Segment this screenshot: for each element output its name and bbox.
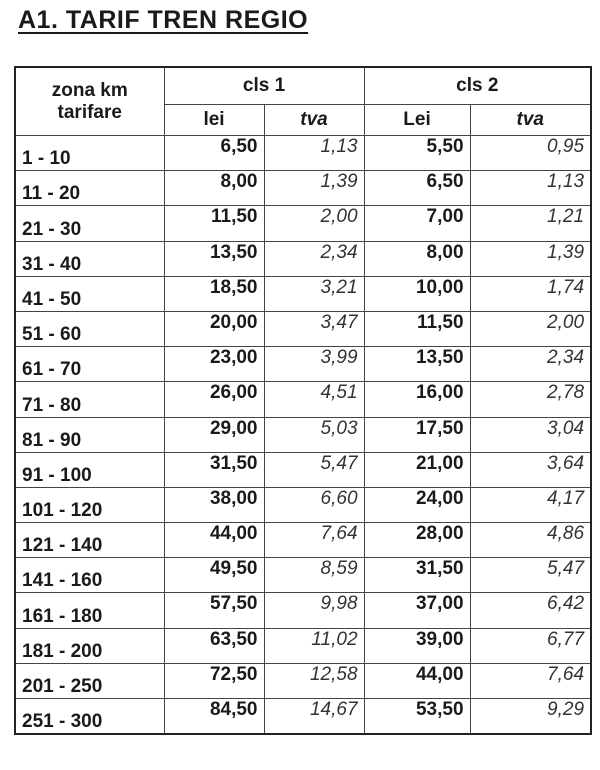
class1-tva-cell: 1,13 bbox=[264, 136, 364, 171]
class1-tva-cell: 3,21 bbox=[264, 276, 364, 311]
zone-cell: 121 - 140 bbox=[15, 523, 164, 558]
fare-table bbox=[14, 66, 592, 735]
class2-header: cls 2 bbox=[364, 67, 591, 105]
table-row bbox=[15, 452, 591, 487]
class2-tva-cell: 4,17 bbox=[470, 487, 591, 522]
zone-cell: 91 - 100 bbox=[15, 452, 164, 487]
class2-lei-cell: 24,00 bbox=[364, 487, 470, 522]
class1-lei-cell: 18,50 bbox=[164, 276, 264, 311]
class1-header: cls 1 bbox=[164, 67, 364, 105]
table-row bbox=[15, 206, 591, 241]
table-row bbox=[15, 347, 591, 382]
zone-cell: 71 - 80 bbox=[15, 382, 164, 417]
class2-tva-cell: 9,29 bbox=[470, 699, 591, 735]
zone-cell: 161 - 180 bbox=[15, 593, 164, 628]
table-row bbox=[15, 171, 591, 206]
class1-tva-cell: 2,34 bbox=[264, 241, 364, 276]
class1-tva-cell: 9,98 bbox=[264, 593, 364, 628]
table-row bbox=[15, 382, 591, 417]
class1-lei-cell: 29,00 bbox=[164, 417, 264, 452]
class2-tva-cell: 4,86 bbox=[470, 523, 591, 558]
class1-lei-cell: 84,50 bbox=[164, 699, 264, 735]
table-row bbox=[15, 311, 591, 346]
class2-tva-cell: 2,34 bbox=[470, 347, 591, 382]
table-row bbox=[15, 593, 591, 628]
class1-tva-cell: 7,64 bbox=[264, 523, 364, 558]
class2-lei-cell: 10,00 bbox=[364, 276, 470, 311]
zone-cell: 201 - 250 bbox=[15, 663, 164, 698]
class2-tva-cell: 1,21 bbox=[470, 206, 591, 241]
class2-tva-cell: 7,64 bbox=[470, 663, 591, 698]
tva1-header: tva bbox=[264, 105, 364, 136]
class2-lei-cell: 7,00 bbox=[364, 206, 470, 241]
class2-lei-cell: 11,50 bbox=[364, 311, 470, 346]
table-row bbox=[15, 136, 591, 171]
zone-cell: 181 - 200 bbox=[15, 628, 164, 663]
class2-tva-cell: 6,77 bbox=[470, 628, 591, 663]
class2-tva-cell: 3,64 bbox=[470, 452, 591, 487]
zone-cell: 41 - 50 bbox=[15, 276, 164, 311]
table-row bbox=[15, 523, 591, 558]
zone-column-header bbox=[15, 67, 164, 136]
fare-table-body bbox=[15, 136, 591, 735]
class1-tva-cell: 3,47 bbox=[264, 311, 364, 346]
table-row bbox=[15, 417, 591, 452]
zone-cell: 251 - 300 bbox=[15, 699, 164, 735]
class1-lei-cell: 6,50 bbox=[164, 136, 264, 171]
class1-lei-cell: 13,50 bbox=[164, 241, 264, 276]
class1-tva-cell: 3,99 bbox=[264, 347, 364, 382]
class2-tva-cell: 0,95 bbox=[470, 136, 591, 171]
class1-lei-cell: 20,00 bbox=[164, 311, 264, 346]
zone-header-line2: tarifare bbox=[57, 101, 122, 123]
table-row bbox=[15, 663, 591, 698]
lei2-header: Lei bbox=[364, 105, 470, 136]
class1-tva-cell: 11,02 bbox=[264, 628, 364, 663]
zone-cell: 141 - 160 bbox=[15, 558, 164, 593]
class1-lei-cell: 11,50 bbox=[164, 206, 264, 241]
class1-lei-cell: 49,50 bbox=[164, 558, 264, 593]
class1-tva-cell: 4,51 bbox=[264, 382, 364, 417]
class1-tva-cell: 1,39 bbox=[264, 171, 364, 206]
lei1-header: lei bbox=[164, 105, 264, 136]
table-row bbox=[15, 241, 591, 276]
table-row bbox=[15, 628, 591, 663]
class2-lei-cell: 16,00 bbox=[364, 382, 470, 417]
table-row bbox=[15, 558, 591, 593]
class2-tva-cell: 1,39 bbox=[470, 241, 591, 276]
class2-tva-cell: 6,42 bbox=[470, 593, 591, 628]
class1-tva-cell: 5,03 bbox=[264, 417, 364, 452]
table-row bbox=[15, 487, 591, 522]
zone-cell: 101 - 120 bbox=[15, 487, 164, 522]
class2-lei-cell: 8,00 bbox=[364, 241, 470, 276]
class1-tva-cell: 14,67 bbox=[264, 699, 364, 735]
class2-lei-cell: 31,50 bbox=[364, 558, 470, 593]
class2-tva-cell: 3,04 bbox=[470, 417, 591, 452]
class2-lei-cell: 17,50 bbox=[364, 417, 470, 452]
class2-tva-cell: 2,78 bbox=[470, 382, 591, 417]
zone-cell: 21 - 30 bbox=[15, 206, 164, 241]
class2-tva-cell: 1,74 bbox=[470, 276, 591, 311]
zone-cell: 81 - 90 bbox=[15, 417, 164, 452]
class2-lei-cell: 39,00 bbox=[364, 628, 470, 663]
class2-lei-cell: 37,00 bbox=[364, 593, 470, 628]
class2-lei-cell: 28,00 bbox=[364, 523, 470, 558]
class1-tva-cell: 6,60 bbox=[264, 487, 364, 522]
class2-tva-cell: 5,47 bbox=[470, 558, 591, 593]
zone-cell: 51 - 60 bbox=[15, 311, 164, 346]
class1-lei-cell: 44,00 bbox=[164, 523, 264, 558]
class1-tva-cell: 8,59 bbox=[264, 558, 364, 593]
class2-tva-cell: 2,00 bbox=[470, 311, 591, 346]
zone-header-line1: zona km bbox=[51, 79, 128, 101]
class1-lei-cell: 23,00 bbox=[164, 347, 264, 382]
class1-lei-cell: 57,50 bbox=[164, 593, 264, 628]
page-title: A1. TARIF TREN REGIO bbox=[18, 6, 309, 34]
zone-cell: 1 - 10 bbox=[15, 136, 164, 171]
class2-lei-cell: 13,50 bbox=[364, 347, 470, 382]
zone-cell: 11 - 20 bbox=[15, 171, 164, 206]
class2-lei-cell: 21,00 bbox=[364, 452, 470, 487]
class1-lei-cell: 31,50 bbox=[164, 452, 264, 487]
class1-lei-cell: 63,50 bbox=[164, 628, 264, 663]
class1-lei-cell: 26,00 bbox=[164, 382, 264, 417]
table-row bbox=[15, 699, 591, 735]
class1-lei-cell: 8,00 bbox=[164, 171, 264, 206]
class1-tva-cell: 12,58 bbox=[264, 663, 364, 698]
tva2-header: tva bbox=[470, 105, 591, 136]
class2-tva-cell: 1,13 bbox=[470, 171, 591, 206]
class1-tva-cell: 5,47 bbox=[264, 452, 364, 487]
class2-lei-cell: 53,50 bbox=[364, 699, 470, 735]
class2-lei-cell: 6,50 bbox=[364, 171, 470, 206]
class2-lei-cell: 5,50 bbox=[364, 136, 470, 171]
zone-cell: 31 - 40 bbox=[15, 241, 164, 276]
class1-lei-cell: 72,50 bbox=[164, 663, 264, 698]
class2-lei-cell: 44,00 bbox=[364, 663, 470, 698]
zone-cell: 61 - 70 bbox=[15, 347, 164, 382]
class1-tva-cell: 2,00 bbox=[264, 206, 364, 241]
table-row bbox=[15, 276, 591, 311]
class1-lei-cell: 38,00 bbox=[164, 487, 264, 522]
